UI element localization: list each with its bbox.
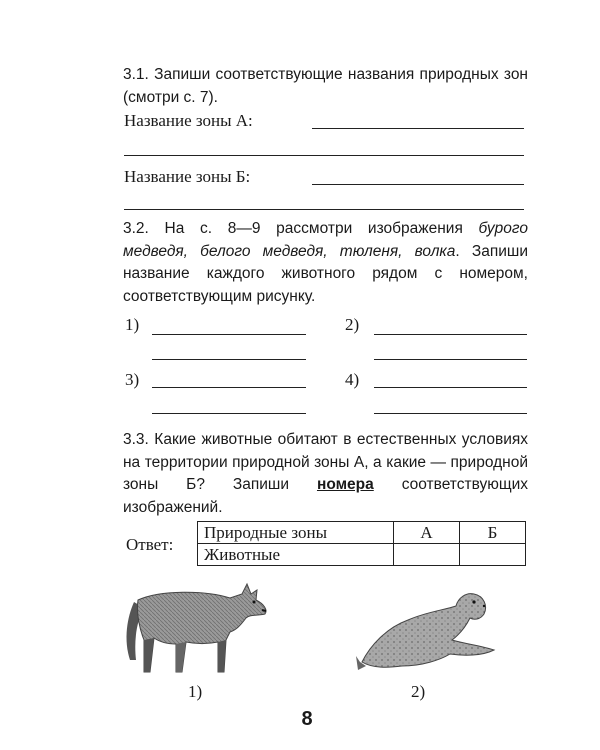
picture-1-caption: 1) (188, 682, 203, 701)
answer-3-line-2[interactable] (152, 413, 306, 414)
answer-3-line-1[interactable] (152, 387, 306, 388)
task-3-2-lead: 3.2. На с. 8—9 рассмотри изображения (123, 220, 479, 237)
zone-b-line-1[interactable] (312, 184, 524, 185)
wolf-icon (120, 580, 270, 680)
table-row-label: Животные (198, 544, 394, 566)
table-cell-b[interactable] (460, 544, 526, 566)
task-3-2-text (123, 218, 528, 308)
task-3-2-animals: бурого медведя, белого медведя, тюленя, волка (123, 220, 528, 260)
answer-number-1: 1) (125, 315, 140, 334)
answer-label: Ответ: (126, 535, 174, 554)
table-header-zones: Природные зоны (198, 522, 394, 544)
task-3-3-key-word: номера (316, 476, 374, 493)
zone-b-line-2[interactable] (124, 209, 524, 210)
answer-number-4: 4) (345, 370, 360, 389)
page-number: 8 (301, 708, 313, 730)
task-3-1-text: 3.1. Запиши соответствующие названия природных зон (смотри с. 7). (123, 66, 528, 106)
table-cell-a[interactable] (394, 544, 460, 566)
answer-2-line-2[interactable] (374, 359, 527, 360)
zone-a-line-1[interactable] (312, 128, 524, 129)
zone-a-line-2[interactable] (124, 155, 524, 156)
answer-1-line-2[interactable] (152, 359, 306, 360)
answer-number-3: 3) (125, 370, 140, 389)
seal-icon (356, 586, 496, 676)
zone-b-label: Название зоны Б: (124, 167, 251, 186)
table-header-b: Б (460, 522, 526, 544)
task-3-3-tail: соответствующих изображений. (123, 476, 529, 516)
zone-a-label: Название зоны А: (124, 111, 253, 130)
answer-2-line-1[interactable] (374, 334, 527, 335)
task-3-2-tail: . Запиши название каждого животного рядом с номером, соответствующим рисунку. (123, 242, 528, 305)
table-row-animals (198, 544, 526, 566)
answer-table (197, 521, 526, 566)
table-header-a: А (394, 522, 460, 544)
task-3-3-lead: 3.3. Какие животные обитают в естественных условиях на территории природной зоны А, а какие — природной зоны Б? Запиши (123, 431, 528, 493)
table-header-row (198, 522, 526, 544)
answer-number-2: 2) (345, 315, 360, 334)
task-3-3-text (123, 429, 528, 519)
answer-4-line-2[interactable] (374, 413, 527, 414)
answer-1-line-1[interactable] (152, 334, 306, 335)
answer-4-line-1[interactable] (374, 387, 527, 388)
picture-2-caption: 2) (411, 682, 426, 701)
